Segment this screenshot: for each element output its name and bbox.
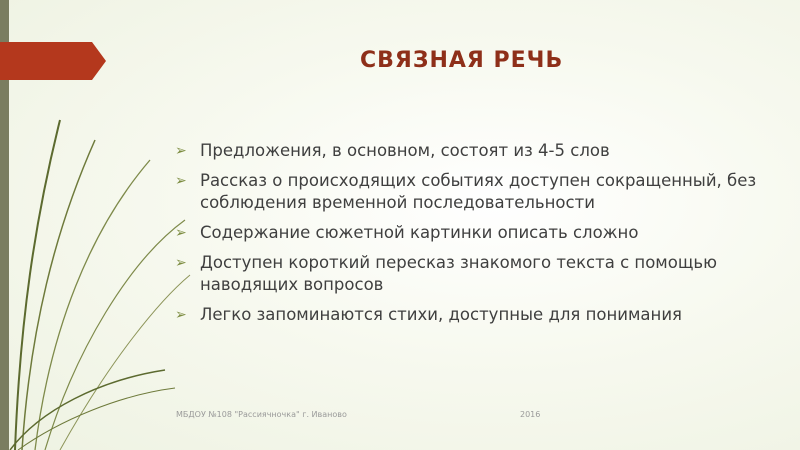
chevron-right-icon: ➢	[175, 225, 187, 241]
footer-year: 2016	[520, 410, 541, 419]
bullet-text: Содержание сюжетной картинки описать сложно	[200, 223, 639, 242]
chevron-right-icon: ➢	[175, 307, 187, 323]
bullet-item	[175, 140, 775, 162]
slide-title: СВЯЗНАЯ РЕЧЬ	[360, 48, 564, 73]
bullet-text: Рассказ о происходящих событиях доступен сокращенный, без соблюдения временной последовательности	[200, 171, 757, 212]
bullet-item	[175, 222, 775, 244]
title-accent-bar	[0, 42, 92, 80]
chevron-right-icon: ➢	[175, 143, 187, 159]
title-accent-arrow	[92, 42, 106, 80]
bullet-text: Легко запоминаются стихи, доступные для понимания	[200, 305, 682, 324]
footer-organization: МБДОУ №108 "Рассиячночка" г. Иваново	[176, 410, 347, 419]
chevron-right-icon: ➢	[175, 173, 187, 189]
bullet-text: Доступен короткий пересказ знакомого текста с помощью наводящих вопросов	[200, 253, 717, 294]
chevron-right-icon: ➢	[175, 255, 187, 271]
bullet-item	[175, 252, 775, 296]
bullet-list	[175, 140, 775, 334]
bullet-item	[175, 170, 775, 214]
bullet-item	[175, 304, 775, 326]
bullet-text: Предложения, в основном, состоят из 4-5 слов	[200, 141, 610, 160]
